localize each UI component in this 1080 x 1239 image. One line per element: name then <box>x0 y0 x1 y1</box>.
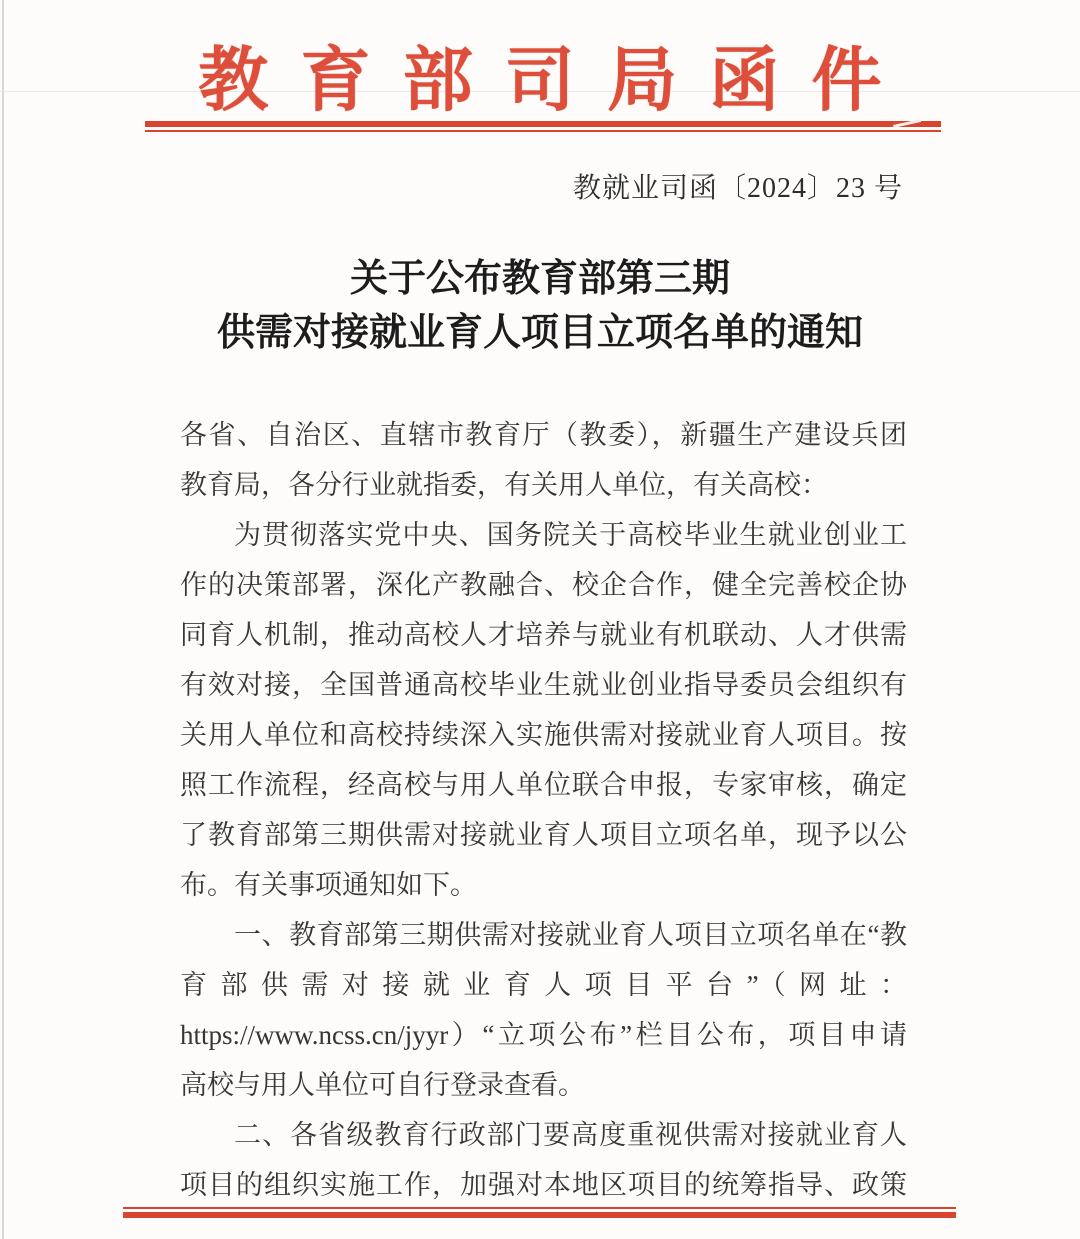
document-number: 教就业司函〔2024〕23 号 <box>572 173 903 204</box>
body-line: 了教育部第三期供需对接就业育人项目立项名单，现予以公 <box>180 820 907 850</box>
body-line: 有效对接，全国普通高校毕业生就业创业指导委员会组织有 <box>180 670 907 700</box>
body-line: 育部供需对接就业育人项目平台”（网址： <box>180 970 907 1000</box>
body-line: 各省、自治区、直辖市教育厅（教委），新疆生产建设兵团 <box>180 420 907 450</box>
header-double-rule <box>145 121 941 132</box>
document-title-line-2: 供需对接就业育人项目立项名单的通知 <box>216 312 863 354</box>
body-line: 作的决策部署，深化产教融合、校企合作，健全完善校企协 <box>180 570 907 600</box>
body-line: 为贯彻落实党中央、国务院关于高校毕业生就业创业工 <box>234 520 907 550</box>
document-title <box>0 252 1080 360</box>
body-line: 布。有关事项通知如下。 <box>180 870 477 900</box>
body-line: 一、教育部第三期供需对接就业育人项目立项名单在“教 <box>234 920 907 950</box>
footer-double-rule <box>123 1207 956 1218</box>
body-line: 教育局，各分行业就指委，有关用人单位，有关高校： <box>180 470 828 500</box>
body-line: 二、各省级教育行政部门要高度重视供需对接就业育人 <box>234 1120 907 1150</box>
document-title-line-1: 关于公布教育部第三期 <box>349 258 730 300</box>
letterhead-title: 教育部司局函件 <box>198 43 914 120</box>
footer-rule-thick <box>123 1212 956 1218</box>
body-line: 同育人机制，推动高校人才培养与就业有机联动、人才供需 <box>180 620 907 650</box>
document-body <box>180 410 907 1210</box>
body-line: 项目的组织实施工作，加强对本地区项目的统筹指导、政策 <box>180 1170 907 1200</box>
body-line: 照工作流程，经高校与用人单位联合申报，专家审核，确定 <box>180 770 907 800</box>
header-rule-thin <box>145 130 941 132</box>
body-line: 关用人单位和高校持续深入实施供需对接就业育人项目。按 <box>180 720 907 750</box>
body-line: 高校与用人单位可自行登录查看。 <box>180 1070 585 1100</box>
body-line-with-url: https://www.ncss.cn/jyyr）“立项公布”栏目公布，项目申请 <box>180 1020 907 1050</box>
